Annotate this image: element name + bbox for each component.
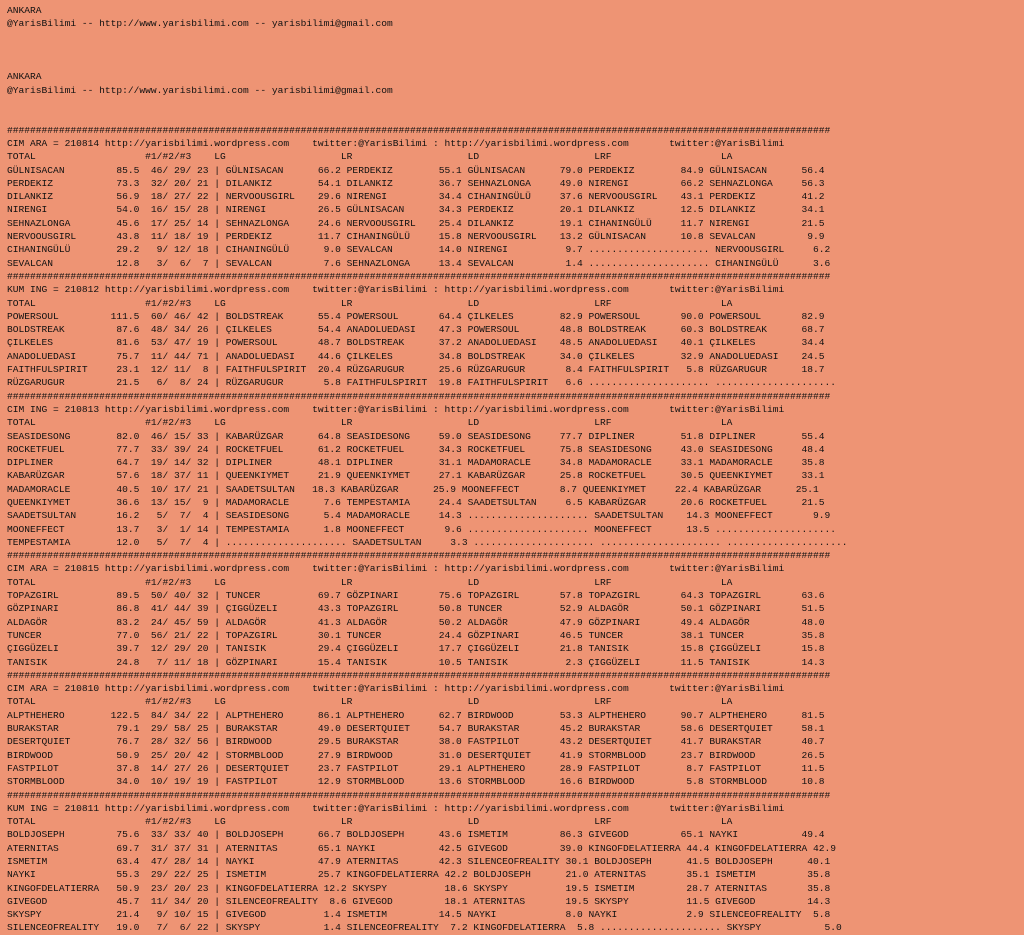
horse-row: DILANKIZ 56.9 18/ 27/ 22 | NERVOOUSGIRL 29.6 NIRENGI 34.4 CIHANINGÜLÜ 37.6 NERVOOUSGIRL 43.1 PERDEKIZ 41.2 (7, 191, 825, 203)
blank-line (7, 44, 1024, 57)
horse-row: ÇIGGÜZELI 39.7 12/ 29/ 20 | TANISIK 29.4 ÇIGGÜZELI 17.7 ÇIGGÜZELI 21.8 TANISIK 15.8 ÇIGGÜZELI 15.8 (7, 643, 825, 655)
horse-row: TOPAZGIRL 89.5 50/ 40/ 32 | TUNCER 69.7 GÖZPINARI 75.6 TOPAZGIRL 57.8 TOPAZGIRL 64.3 TOPAZGIRL 63.6 (7, 590, 825, 602)
horse-row: BOLDJOSEPH 75.6 33/ 33/ 40 | BOLDJOSEPH 66.7 BOLDJOSEPH 43.6 ISMETIM 86.3 GIVEGOD 65.1 NAYKI 49.4 (7, 829, 825, 841)
horse-row: TUNCER 77.0 56/ 21/ 22 | TOPAZGIRL 30.1 TUNCER 24.4 GÖZPINARI 46.5 TUNCER 38.1 TUNCER 35.8 (7, 629, 825, 641)
horse-row: ROCKETFUEL 77.7 33/ 39/ 24 | ROCKETFUEL 61.2 ROCKETFUEL 34.3 ROCKETFUEL 75.8 SEASIDESONG 43.0 SEASIDESONG 48.4 (7, 443, 825, 455)
blank-line (7, 110, 1024, 123)
section-separator: ############################################################################################################################################### (7, 669, 831, 681)
city-title: ANKARA (7, 71, 42, 83)
horse-row: BOLDSTREAK 87.6 48/ 34/ 26 | ÇILKELES 54.4 ANADOLUEDASI 47.3 POWERSOUL 48.8 BOLDSTREAK 60.3 BOLDSTREAK 68.7 (7, 324, 825, 336)
blank-line (7, 97, 1024, 110)
horse-row: ÇILKELES 81.6 53/ 47/ 19 | POWERSOUL 48.7 BOLDSTREAK 37.2 ANADOLUEDASI 48.5 ANADOLUEDASI 40.1 ÇILKELES 34.4 (7, 337, 825, 349)
horse-row: GIVEGOD 45.7 11/ 34/ 20 | SILENCEOFREALITY 8.6 GIVEGOD 18.1 ATERNITAS 19.5 SKYSPY 11.5 GIVEGOD 14.3 (7, 895, 831, 907)
horse-row: ANADOLUEDASI 75.7 11/ 44/ 71 | ANADOLUEDASI 44.6 ÇILKELES 34.8 BOLDSTREAK 34.0 ÇILKELES 32.9 ANADOLUEDASI 24.5 (7, 350, 825, 362)
race-header: CIM ARA = 210815 http://yarisbilimi.wordpress.com twitter:@YarisBilimi : http://yarisbilimi.wordpress.com twitter:@YarisBilimi (7, 563, 785, 575)
section-separator: ############################################################################################################################################### (7, 270, 831, 282)
section-separator: ############################################################################################################################################### (7, 550, 831, 562)
horse-row: ATERNITAS 69.7 31/ 37/ 31 | ATERNITAS 65.1 NAYKI 42.5 GIVEGOD 39.0 KINGOFDELATIERRA 44.4 KINGOFDELATIERRA 42.9 (7, 842, 837, 854)
column-header: TOTAL #1/#2/#3 LG LR LD LRF LA (7, 816, 733, 828)
horse-row: FASTPILOT 37.8 14/ 27/ 26 | DESERTQUIET 23.7 FASTPILOT 29.1 ALPTHEHERO 28.9 FASTPILOT 8.7 FASTPILOT 11.5 (7, 762, 825, 774)
horse-row: ALDAGÖR 83.2 24/ 45/ 59 | ALDAGÖR 41.3 ALDAGÖR 50.2 ALDAGÖR 47.9 GÖZPINARI 49.4 ALDAGÖR 48.0 (7, 616, 825, 628)
horse-row: BURAKSTAR 79.1 29/ 58/ 25 | BURAKSTAR 49.0 DESERTQUIET 54.7 BURAKSTAR 45.2 BURAKSTAR 58.6 DESERTQUIET 58.1 (7, 723, 825, 735)
city-title: ANKARA (7, 5, 42, 16)
horse-row: TEMPESTAMIA 12.0 5/ 7/ 4 | ..................... SAADETSULTAN 3.3 ..................... ..................... ..................... (7, 536, 848, 548)
race-header: KUM ING = 210812 http://yarisbilimi.wordpress.com twitter:@YarisBilimi : http://yarisbilimi.wordpress.com twitter:@YarisBilimi (7, 284, 785, 296)
race-header: CIM ING = 210813 http://yarisbilimi.wordpress.com twitter:@YarisBilimi : http://yarisbilimi.wordpress.com twitter:@YarisBilimi (7, 403, 785, 415)
horse-row: ALPTHEHERO 122.5 84/ 34/ 22 | ALPTHEHERO 86.1 ALPTHEHERO 62.7 BIRDWOOD 53.3 ALPTHEHERO 90.7 ALPTHEHERO 81.5 (7, 709, 825, 721)
horse-row: NAYKI 55.3 29/ 22/ 25 | ISMETIM 25.7 KINGOFDELATIERRA 42.2 BOLDJOSEPH 21.0 ATERNITAS 35.1 ISMETIM 35.8 (7, 869, 831, 881)
horse-row: SKYSPY 21.4 9/ 10/ 15 | GIVEGOD 1.4 ISMETIM 14.5 NAYKI 8.0 NAYKI 2.9 SILENCEOFREALITY 5.8 (7, 909, 831, 921)
horse-row: GÖZPINARI 86.8 41/ 44/ 39 | ÇIGGÜZELI 43.3 TOPAZGIRL 50.8 TUNCER 52.9 ALDAGÖR 50.1 GÖZPINARI 51.5 (7, 603, 825, 615)
column-header: TOTAL #1/#2/#3 LG LR LD LRF LA (7, 576, 733, 588)
horse-row: KABARÜZGAR 57.6 18/ 37/ 11 | QUEENKIYMET 21.9 QUEENKIYMET 27.1 KABARÜZGAR 25.8 ROCKETFUEL 30.5 QUEENKIYMET 33.1 (7, 470, 825, 482)
horse-row: PERDEKIZ 73.3 32/ 20/ 21 | DILANKIZ 54.1 DILANKIZ 36.7 SEHNAZLONGA 49.0 NIRENGI 66.2 SEHNAZLONGA 56.3 (7, 177, 825, 189)
horse-row: GÜLNISACAN 85.5 46/ 29/ 23 | GÜLNISACAN 66.2 PERDEKIZ 55.1 GÜLNISACAN 79.0 PERDEKIZ 84.9 GÜLNISACAN 56.4 (7, 164, 825, 176)
horse-row: RÜZGARUGUR 21.5 6/ 8/ 24 | RÜZGARUGUR 5.8 FAITHFULSPIRIT 19.8 FAITHFULSPIRIT 6.6 ..................... ..................... (7, 377, 837, 389)
section-separator: ############################################################################################################################################### (7, 390, 831, 402)
horse-row: FAITHFULSPIRIT 23.1 12/ 11/ 8 | FAITHFULSPIRIT 20.4 RÜZGARUGUR 25.6 RÜZGARUGUR 8.4 FAITHFULSPIRIT 5.8 RÜZGARUGUR 18.7 (7, 364, 825, 376)
horse-row: MOONEFFECT 13.7 3/ 1/ 14 | TEMPESTAMIA 1.8 MOONEFFECT 9.6 ..................... MOONEFFECT 13.5 ..................... (7, 523, 837, 535)
horse-row: DESERTQUIET 76.7 28/ 32/ 56 | BIRDWOOD 29.5 BURAKSTAR 38.0 FASTPILOT 43.2 DESERTQUIET 41.7 BURAKSTAR 40.7 (7, 736, 825, 748)
horse-row: TANISIK 24.8 7/ 11/ 18 | GÖZPINARI 15.4 TANISIK 10.5 TANISIK 2.3 ÇIGGÜZELI 11.5 TANISIK 14.3 (7, 656, 825, 668)
horse-row: NIRENGI 54.0 16/ 15/ 28 | NIRENGI 26.5 GÜLNISACAN 34.3 PERDEKIZ 20.1 DILANKIZ 12.5 DILANKIZ 34.1 (7, 204, 825, 216)
horse-row: MADAMORACLE 40.5 10/ 17/ 21 | SAADETSULTAN 18.3 KABARÜZGAR 25.9 MOONEFFECT 8.7 QUEENKIYMET 22.4 KABARÜZGAR 25.1 (7, 483, 819, 495)
race-header: CIM ARA = 210810 http://yarisbilimi.wordpress.com twitter:@YarisBilimi : http://yarisbilimi.wordpress.com twitter:@YarisBilimi (7, 683, 785, 695)
horse-row: SEASIDESONG 82.0 46/ 15/ 33 | KABARÜZGAR 64.8 SEASIDESONG 59.0 SEASIDESONG 77.7 DIPLINER 51.8 DIPLINER 55.4 (7, 430, 825, 442)
horse-row: ISMETIM 63.4 47/ 28/ 14 | NAYKI 47.9 ATERNITAS 42.3 SILENCEOFREALITY 30.1 BOLDJOSEPH 41.5 BOLDJOSEPH 40.1 (7, 856, 831, 867)
horse-row: SEVALCAN 12.8 3/ 6/ 7 | SEVALCAN 7.6 SEHNAZLONGA 13.4 SEVALCAN 1.4 ..................... CIHANINGÜLÜ 3.6 (7, 257, 831, 269)
horse-row: SILENCEOFREALITY 19.0 7/ 6/ 22 | SKYSPY 1.4 SILENCEOFREALITY 7.2 KINGOFDELATIERRA 5.8 ..................... SKYSPY 5.0 (7, 922, 842, 934)
blank-line (7, 57, 1024, 70)
horse-row: POWERSOUL 111.5 60/ 46/ 42 | BOLDSTREAK 55.4 POWERSOUL 64.4 ÇILKELES 82.9 POWERSOUL 90.0 POWERSOUL 82.9 (7, 310, 825, 322)
horse-row: KINGOFDELATIERRA 50.9 23/ 20/ 23 | KINGOFDELATIERRA 12.2 SKYSPY 18.6 SKYSPY 19.5 ISMETIM 28.7 ATERNITAS 35.8 (7, 882, 831, 894)
horse-row: CIHANINGÜLÜ 29.2 9/ 12/ 18 | CIHANINGÜLÜ 9.0 SEVALCAN 14.0 NIRENGI 9.7 ..................... NERVOOUSGIRL 6.2 (7, 244, 831, 256)
contact-line: @YarisBilimi -- http://www.yarisbilimi.com -- yarisbilimi@gmail.com (7, 18, 393, 30)
horse-row: SEHNAZLONGA 45.6 17/ 25/ 14 | SEHNAZLONGA 24.6 NERVOOUSGIRL 25.4 DILANKIZ 19.1 CIHANINGÜLÜ 11.7 NIRENGI 21.5 (7, 217, 825, 229)
contact-line: @YarisBilimi -- http://www.yarisbilimi.com -- yarisbilimi@gmail.com (7, 84, 393, 96)
column-header: TOTAL #1/#2/#3 LG LR LD LRF LA (7, 297, 733, 309)
race-header: CIM ARA = 210814 http://yarisbilimi.wordpress.com twitter:@YarisBilimi : http://yarisbilimi.wordpress.com twitter:@YarisBilimi (7, 137, 785, 149)
horse-row: DIPLINER 64.7 19/ 14/ 32 | DIPLINER 48.1 DIPLINER 31.1 MADAMORACLE 34.8 MADAMORACLE 33.1 MADAMORACLE 35.8 (7, 457, 825, 469)
horse-row: BIRDWOOD 50.9 25/ 20/ 42 | STORMBLOOD 27.9 BIRDWOOD 31.0 DESERTQUIET 41.9 STORMBLOOD 23.7 BIRDWOOD 26.5 (7, 749, 825, 761)
race-header: KUM ING = 210811 http://yarisbilimi.wordpress.com twitter:@YarisBilimi : http://yarisbilimi.wordpress.com twitter:@YarisBilimi (7, 802, 785, 814)
horse-row: SAADETSULTAN 16.2 5/ 7/ 4 | SEASIDESONG 5.4 MADAMORACLE 14.3 ..................... SAADETSULTAN 14.3 MOONEFFECT 9.9 (7, 510, 831, 522)
horse-row: QUEENKIYMET 36.6 13/ 15/ 9 | MADAMORACLE 7.6 TEMPESTAMIA 24.4 SAADETSULTAN 6.5 KABARÜZGAR 20.6 ROCKETFUEL 21.5 (7, 496, 825, 508)
horse-row: NERVOOUSGIRL 43.8 11/ 18/ 19 | PERDEKIZ 11.7 CIHANINGÜLÜ 15.8 NERVOOUSGIRL 13.2 GÜLNISACAN 10.8 SEVALCAN 9.9 (7, 231, 825, 243)
column-header: TOTAL #1/#2/#3 LG LR LD LRF LA (7, 417, 733, 429)
section-separator: ############################################################################################################################################### (7, 124, 831, 136)
column-header: TOTAL #1/#2/#3 LG LR LD LRF LA (7, 696, 733, 708)
section-separator: ############################################################################################################################################### (7, 789, 831, 801)
blank-line (7, 31, 1024, 44)
horse-row: STORMBLOOD 34.0 10/ 19/ 19 | FASTPILOT 12.9 STORMBLOOD 13.6 STORMBLOOD 16.6 BIRDWOOD 5.8 STORMBLOOD 10.8 (7, 776, 825, 788)
column-header: TOTAL #1/#2/#3 LG LR LD LRF LA (7, 151, 733, 163)
